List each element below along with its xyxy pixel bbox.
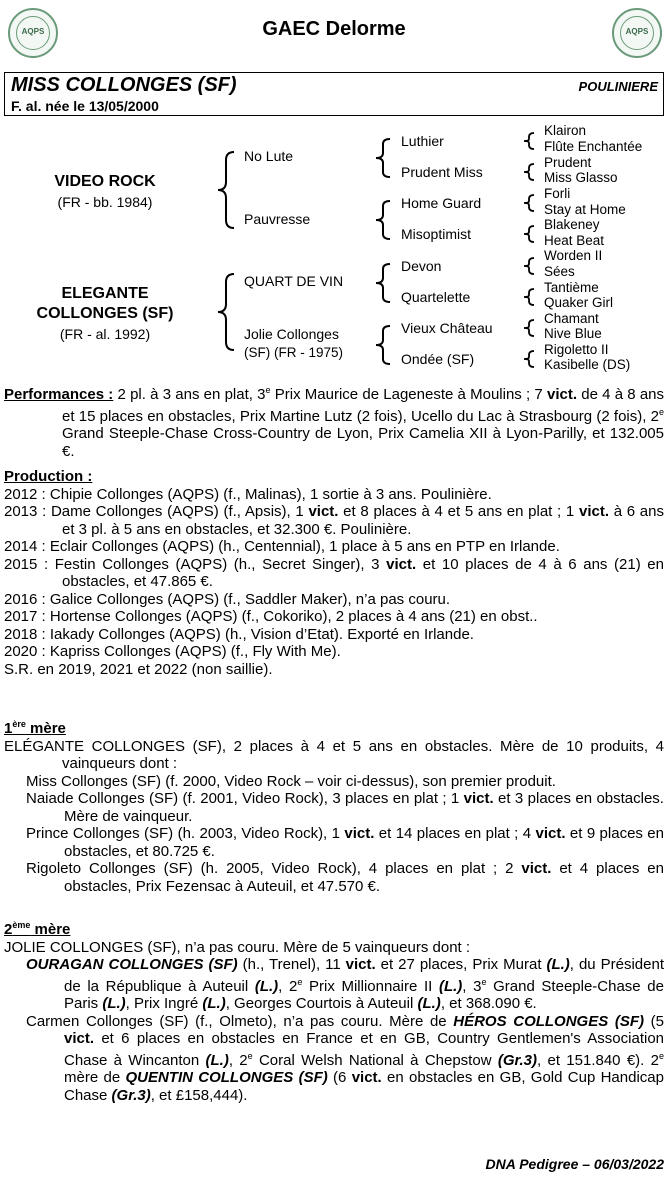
pedigree-gen4-item: Prudent xyxy=(544,155,592,170)
second-dam-label: 2ème mère xyxy=(4,920,71,938)
second-dam-intro: JOLIE COLLONGES (SF), n’a pas couru. Mère de 5 vainqueurs dont : xyxy=(4,938,471,956)
pedigree-gen4-item: Nive Blue xyxy=(544,326,602,341)
horse-subtitle: F. al. née le 13/05/2000 xyxy=(11,98,159,114)
footer-credit: DNA Pedigree – 06/03/2022 xyxy=(485,1156,664,1172)
pedigree-gen3-item: Ondée (SF) xyxy=(401,351,475,367)
second-dam-offspring: Carmen Collonges (SF) (f., Olmeto), n’a pas couru. Mère de HÉROS COLLONGES (SF) (5 vict. et 6 places en obstacles en France et en GB, Country Gentlemen's Association Chase à Wincanton (L.), 2e Coral Welsh National à Chepstow (Gr.3), et 151.840 €). 2e mère de QUENTIN COLLONGES (SF) (6 vict. en obstacles en GB, Gold Cup Handicap Chase (Gr.3), et £158,444). xyxy=(26,1012,664,1104)
brace-icon xyxy=(520,287,536,307)
brace-icon xyxy=(372,137,392,179)
pedigree-gen2-item: No Lute xyxy=(244,148,294,164)
horse-status: POULINIERE xyxy=(578,79,658,94)
pedigree-gen4-item: Quaker Girl xyxy=(544,295,614,310)
first-dam-label: 1ère mère xyxy=(4,719,66,737)
performances-section xyxy=(4,382,664,460)
pedigree-gen4-item: Klairon xyxy=(544,123,587,138)
horse-header xyxy=(4,72,664,116)
pedigree-gen3-item: Devon xyxy=(401,258,442,274)
brace-icon xyxy=(372,199,392,241)
pedigree-gen4-item: Flûte Enchantée xyxy=(544,139,643,154)
brace-icon xyxy=(372,324,392,366)
second-dam-offspring: OURAGAN COLLONGES (SF) (h., Trenel), 11 vict. et 27 places, Prix Murat (L.), du Président de la République à Auteuil (L.), 2e Prix Millionnaire II (L.), 3e Grand Steeple-Chase de Paris (L.), Prix Ingré (L.), Georges Courtois à Auteuil (L.), et 368.090 €. xyxy=(26,956,664,1012)
production-entry: 2018 : Iakady Collonges (AQPS) (h., Vision d’Etat). Exporté en Irlande. xyxy=(4,625,474,643)
first-dam-intro: ELÉGANTE COLLONGES (SF), 2 places à 4 et 5 ans en obstacles. Mère de 10 produits, 4 vainqueurs dont : xyxy=(4,737,664,772)
pedigree-gen3-item: Home Guard xyxy=(401,195,482,211)
pedigree-gen4-item: Rigoletto II xyxy=(544,342,609,357)
pedigree-gen4-item: Chamant xyxy=(544,311,599,326)
brace-icon xyxy=(520,224,536,244)
pedigree-gen3-item: Vieux Château xyxy=(401,320,493,336)
first-dam-section xyxy=(4,716,664,895)
brace-icon xyxy=(520,349,536,369)
first-dam-offspring: Rigoleto Collonges (SF) (h. 2005, Video Rock), 4 places en plat ; 2 vict. et 4 places en obstacles, Prix Fezensac à Auteuil, et 47.570 €. xyxy=(26,860,664,895)
pedigree-gen2-item: QUART DE VIN xyxy=(244,273,344,289)
brace-icon xyxy=(214,150,236,230)
first-dam-offspring: Prince Collonges (SF) (h. 2003, Video Rock), 1 vict. et 14 places en plat ; 4 vict. et 9 places en obstacles, et 80.725 €. xyxy=(26,825,664,860)
production-entry: 2016 : Galice Collonges (AQPS) (f., Saddler Maker), n’a pas couru. xyxy=(4,590,451,608)
pedigree-gen3-item: Misoptimist xyxy=(401,226,472,242)
production-entry: 2015 : Festin Collonges (AQPS) (h., Secret Singer), 3 vict. et 10 places de 4 à 6 ans (21) en obstacles, et 47.865 €. xyxy=(4,555,664,590)
production-entry: 2017 : Hortense Collonges (AQPS) (f., Cokoriko), 2 places à 4 ans (21) en obst.. xyxy=(4,608,538,625)
first-dam-offspring: Miss Collonges (SF) (f. 2000, Video Rock – voir ci-dessus), son premier produit. xyxy=(26,772,556,790)
horse-name: MISS COLLONGES (SF) xyxy=(11,74,237,96)
pedigree-gen4-item: Stay at Home xyxy=(544,202,626,217)
production-entry: 2020 : Kapriss Collonges (AQPS) (f., Fly With Me). xyxy=(4,643,341,660)
brace-icon xyxy=(214,272,236,352)
pedigree-gen4-item: Kasibelle (DS) xyxy=(544,357,631,372)
pedigree-gen4-item: Tantième xyxy=(544,280,599,295)
logo-text: AQPS xyxy=(625,27,649,36)
performances-text: Performances : 2 pl. à 3 ans en plat, 3e Prix Maurice de Lageneste à Moulins ; 7 vict. de 4 à 8 ans et 15 places en obstacles, Prix Martine Lutz (2 fois), Ucello du Lac à Strasbourg (2 fois), 2e Grand Steeple-Chase Cross-Country de Lyon, Prix Camelia XII à Lyon-Parilly, et 132.005 €. xyxy=(4,385,665,460)
brace-icon xyxy=(520,131,536,151)
pedigree-gen4-item: Forli xyxy=(544,186,571,201)
pedigree-gen4-item: Blakeney xyxy=(544,217,600,232)
performances-label: Performances : xyxy=(4,386,114,403)
first-dam-offspring: Naiade Collonges (SF) (f. 2001, Video Rock), 3 places en plat ; 1 vict. et 3 places en obstacles. Mère de vainqueur. xyxy=(26,790,664,825)
logo-text: AQPS xyxy=(21,27,45,36)
pedigree-gen4-item: Worden II xyxy=(544,248,603,263)
pedigree-dam-2: COLLONGES (SF) xyxy=(36,305,174,322)
production-entry: 2012 : Chipie Collonges (AQPS) (f., Malinas), 1 sortie à 3 ans. Poulinière. xyxy=(4,485,492,503)
page-title: GAEC Delorme xyxy=(262,18,406,40)
pedigree-gen3-item: Quartelette xyxy=(401,289,471,305)
pedigree-gen4-item: Sées xyxy=(544,264,575,279)
pedigree-gen4-item: Heat Beat xyxy=(544,233,605,248)
production-entry: 2014 : Eclair Collonges (AQPS) (h., Centennial), 1 place à 5 ans en PTP en Irlande. xyxy=(4,538,560,555)
brace-icon xyxy=(520,256,536,276)
brace-icon xyxy=(520,193,536,213)
pedigree-gen2-item: (SF) (FR - 1975) xyxy=(244,345,344,360)
pedigree-gen4-item: Miss Glasso xyxy=(544,170,618,185)
pedigree-gen3-item: Luthier xyxy=(401,133,444,149)
production-entry: 2013 : Dame Collonges (AQPS) (f., Apsis), 1 vict. et 8 places à 4 et 5 ans en plat ; 1 vict. à 6 ans et 3 pl. à 5 ans en obstacles, et 32.300 €. Poulinière. xyxy=(4,503,664,538)
brace-icon xyxy=(520,318,536,338)
production-section xyxy=(4,468,664,678)
second-dam-section xyxy=(4,917,664,1104)
production-sr: S.R. en 2019, 2021 et 2022 (non saillie). xyxy=(4,660,273,678)
pedigree-sire-info: (FR - bb. 1984) xyxy=(57,194,153,210)
pedigree-sire: VIDEO ROCK xyxy=(54,173,156,190)
pedigree-gen2-item: Pauvresse xyxy=(244,211,311,227)
brace-icon xyxy=(372,262,392,304)
pedigree-dam: ELEGANTE xyxy=(61,285,149,302)
pedigree-dam-info: (FR - al. 1992) xyxy=(59,326,151,342)
pedigree-gen2-item: Jolie Collonges xyxy=(244,326,339,342)
brace-icon xyxy=(520,162,536,182)
pedigree-gen3-item: Prudent Miss xyxy=(401,164,483,180)
production-label: Production : xyxy=(4,468,93,485)
